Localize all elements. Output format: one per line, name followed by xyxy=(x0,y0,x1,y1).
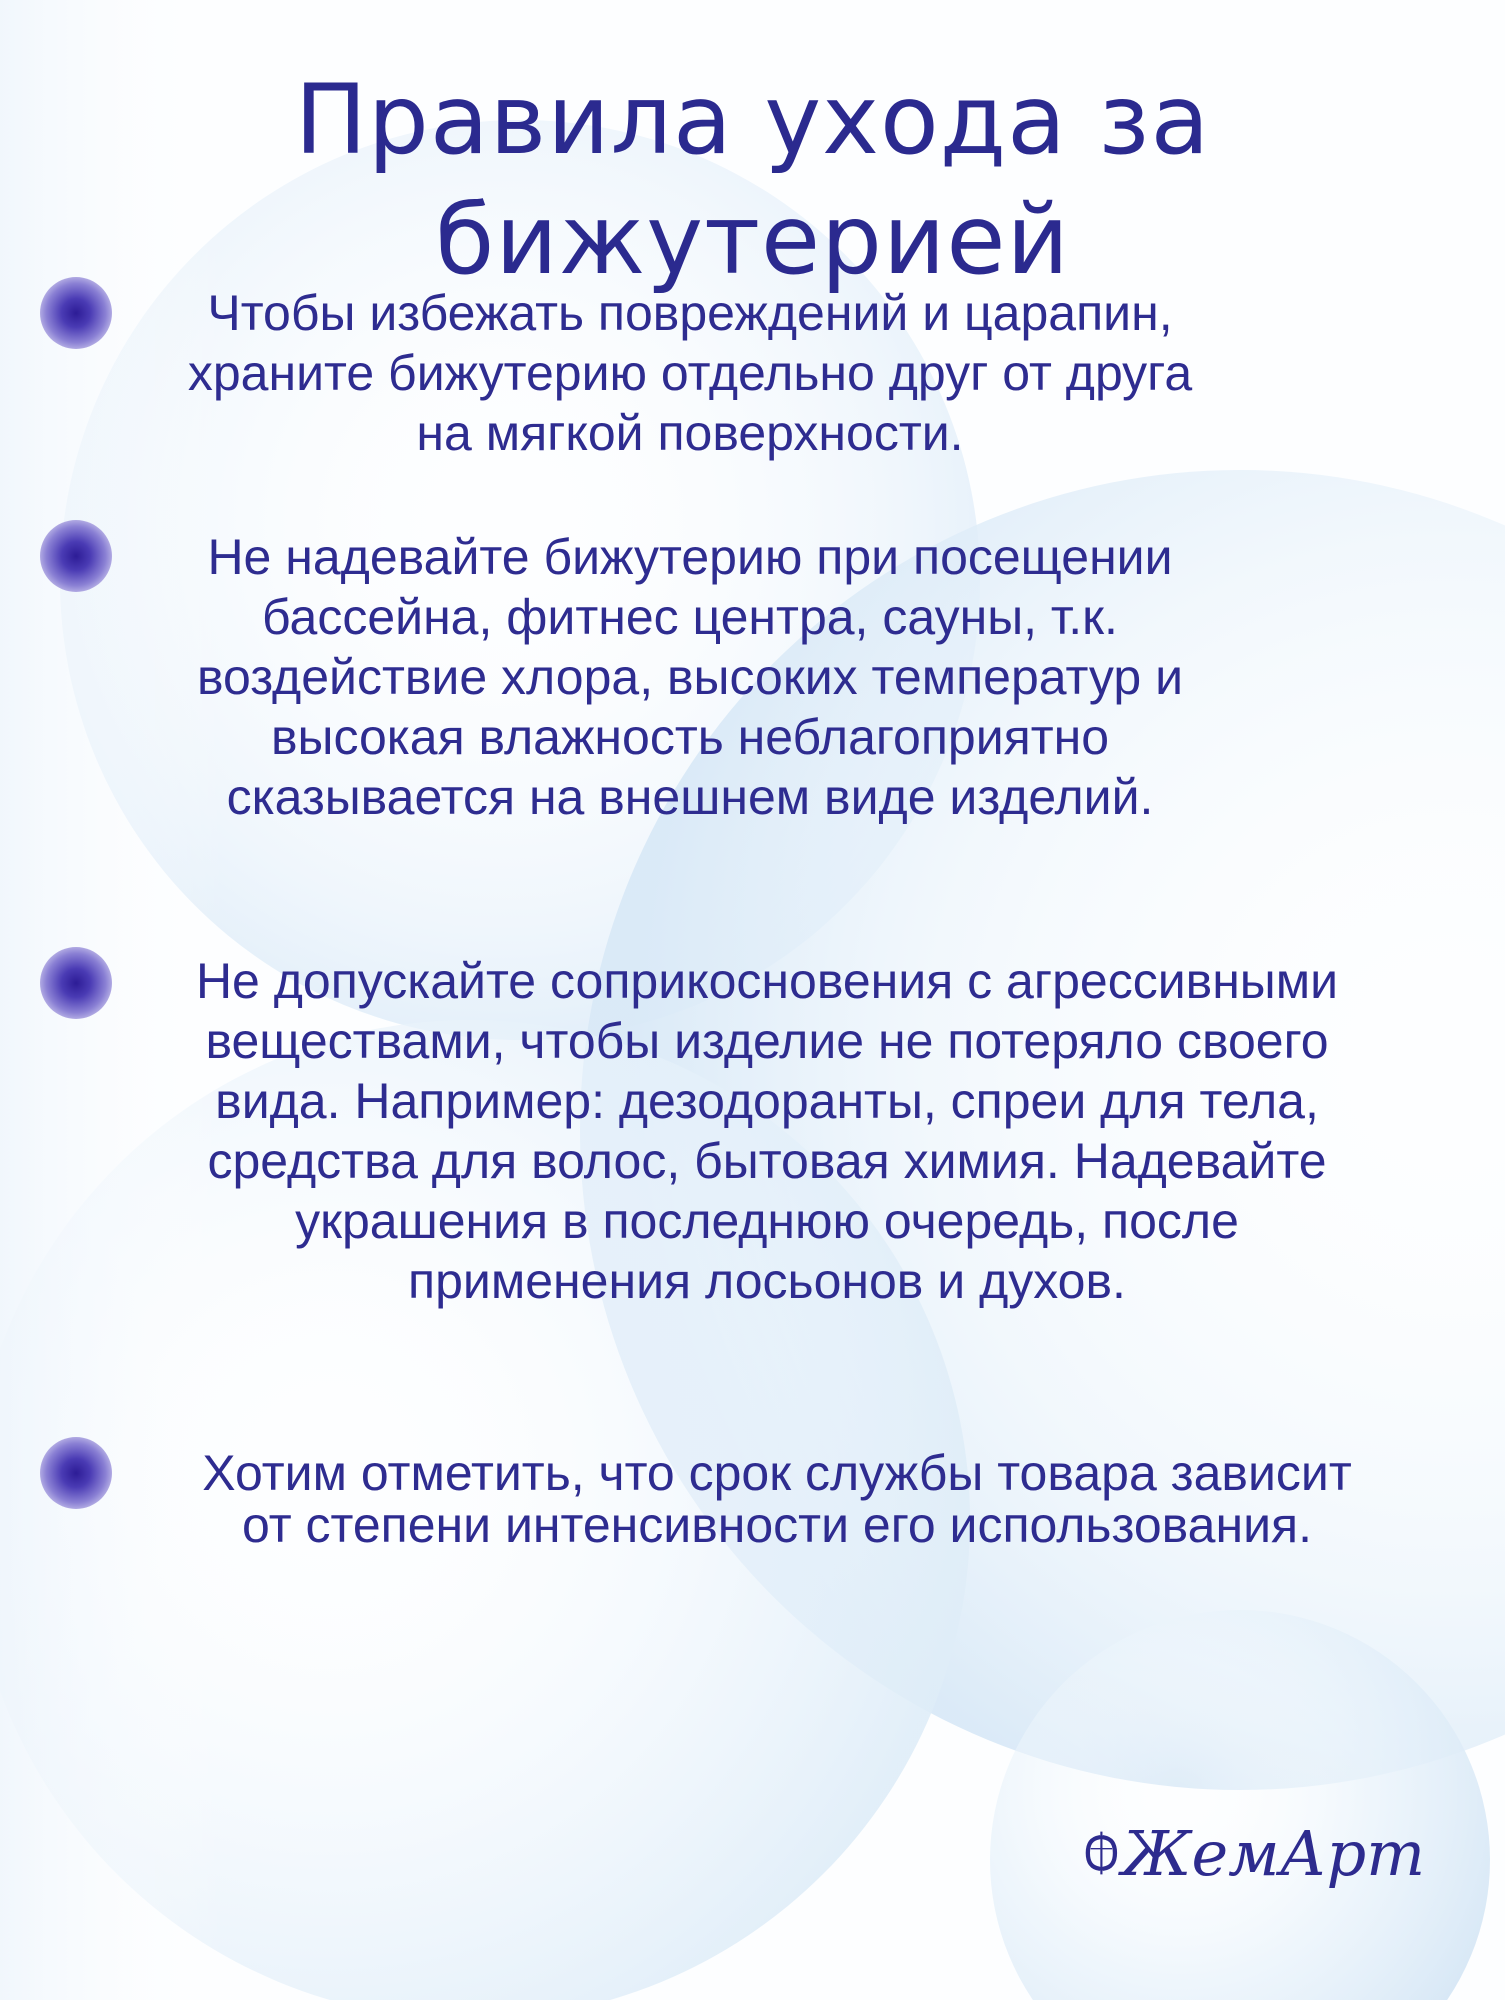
bullet-icon xyxy=(40,520,112,592)
care-rule-2 xyxy=(140,527,1240,827)
care-rule-1-line-2: храните бижутерию отдельно друг от друга xyxy=(187,345,1193,401)
brand-name: ЖемАрт xyxy=(1121,1816,1425,1890)
care-rule-3-line-6: применения лосьонов и духов. xyxy=(408,1253,1126,1309)
care-rule-4 xyxy=(132,1447,1422,1551)
care-rule-3-line-2: веществами, чтобы изделие не потеряло своего xyxy=(205,1013,1329,1069)
care-rule-2-line-3: воздействие хлора, высоких температур и xyxy=(196,649,1184,705)
care-rule-4-line-1: Хотим отметить, что срок службы товара зависит xyxy=(202,1445,1352,1501)
care-rule-3-line-3: вида. Например: дезодоранты, спреи для тела, xyxy=(215,1073,1319,1129)
care-rule-1 xyxy=(140,283,1240,463)
bullet-icon xyxy=(40,947,112,1019)
care-rule-3-line-4: средства для волос, бытовая химия. Надевайте xyxy=(207,1133,1327,1189)
care-rule-2-line-1: Не надевайте бижутерию при посещении xyxy=(207,529,1173,585)
care-rule-2-line-4: высокая влажность неблагоприятно xyxy=(270,709,1110,765)
brand-mark-icon xyxy=(1085,1817,1118,1889)
care-rule-3 xyxy=(132,951,1402,1311)
page-title: Правила ухода за бижутерией xyxy=(294,64,1211,296)
care-rule-3-line-5: украшения в последнюю очередь, после xyxy=(295,1193,1239,1249)
care-rule-3-line-1: Не допускайте соприкосновения с агрессивными xyxy=(195,953,1339,1009)
care-rule-2-line-5: сказывается на внешнем виде изделий. xyxy=(226,769,1154,825)
brand-logo xyxy=(1085,1808,1425,1898)
care-rule-1-line-3: на мягкой поверхности. xyxy=(416,405,964,461)
care-rule-4-line-2: от степени интенсивности его использования. xyxy=(242,1497,1312,1553)
bullet-icon xyxy=(40,277,112,349)
care-rule-1-line-1: Чтобы избежать повреждений и царапин, xyxy=(207,285,1173,341)
bullet-icon xyxy=(40,1437,112,1509)
care-rule-2-line-2: бассейна, фитнес центра, сауны, т.к. xyxy=(262,589,1118,645)
